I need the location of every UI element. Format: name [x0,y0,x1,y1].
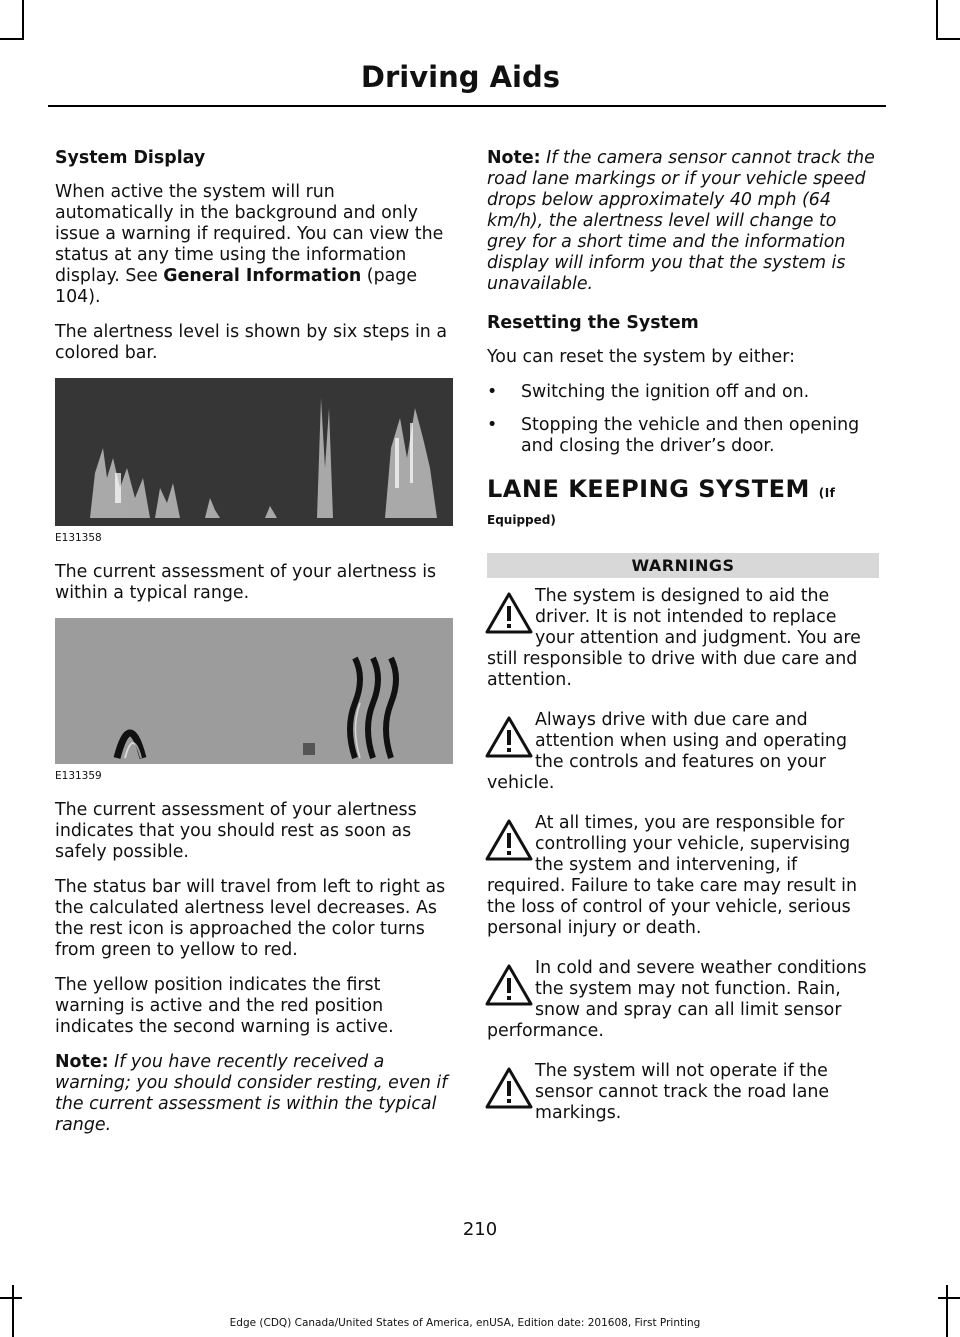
paragraph: The status bar will travel from left to right as the calculated alertness level decreases. As the rest icon is approached the color turns from green to yellow to red. [55,877,446,960]
note-text: If the camera sensor cannot track the road lane markings or if your vehicle speed drops below approximately 40 mph (64 km/h), the alertness level will change to grey for a short time and the information display will inform you that the system is unavailable. [487,148,875,294]
footer-text: Edge (CDQ) Canada/United States of America, enUSA, Edition date: 201608, First Printing [229,1317,701,1329]
warning-text: The system will not operate if the sensor cannot track the road lane markings. [535,1061,830,1123]
warning-item [487,958,879,1042]
rest-illustration [55,618,453,764]
list-item [487,382,879,403]
bullet-icon: • [487,382,498,402]
warning-text: At all times, you are responsible for controlling your vehicle, supervising the system and intervening, if required. Failure to take care may result in the loss of control of your vehicle, serious personal injury or death. [487,813,858,938]
crop-mark [0,38,22,40]
crop-mark [936,0,938,40]
warning-triangle-icon [483,714,535,760]
crop-mark [0,1297,22,1299]
list-item [487,415,879,457]
note-text: If you have recently received a warning; you should consider resting, even if the current assessment is within the typical range. [55,1052,448,1135]
page-number: 210 [462,1219,498,1240]
section-title-text: LANE KEEPING SYSTEM [487,475,810,503]
note [55,1052,455,1136]
cross-reference-link[interactable]: General Information [163,266,362,286]
warning-text: The system is designed to aid the driver. It is not intended to replace your attention and judgment. You are still responsible to drive with due care and attention. [487,586,861,690]
warning-item [487,710,879,794]
section-heading-resetting: Resetting the System [487,313,699,333]
alertness-illustration [55,378,453,526]
section-title-suffix: (If [818,486,836,500]
crop-mark [22,0,24,40]
header-rule [48,105,886,107]
section-title-lane-keeping [487,475,879,503]
paragraph: The current assessment of your alertness is within a typical range. [55,562,437,603]
figure-id: E131358 [55,532,102,544]
crop-mark [12,1285,14,1337]
warning-item [487,813,879,939]
section-heading-system-display: System Display [55,148,206,168]
text: (page 104). [55,266,418,307]
paragraph: You can reset the system by either: [487,347,795,367]
page-title: Driving Aids [360,60,560,94]
crop-mark [938,38,960,40]
paragraph [55,182,455,308]
paragraph: The current assessment of your alertness indicates that you should rest as soon as safely possible. [55,800,417,862]
warning-triangle-icon [483,1065,535,1111]
bullet-icon: • [487,415,498,435]
warnings-header: WARNINGS [487,553,879,578]
warning-triangle-icon [483,590,535,636]
left-column [55,148,455,1150]
note [487,148,879,295]
alertness-display-image-typical [55,378,453,526]
crop-mark [946,1285,948,1337]
list-item-text: Switching the ignition off and on. [521,382,810,402]
right-column [487,148,879,1143]
text: When active the system will run automatically in the background and only issue a warning if required. You can view the status at any time using the information display. See [55,182,444,286]
note-label: Note: [487,148,541,168]
note-label: Note: [55,1052,109,1072]
list-item-text: Stopping the vehicle and then opening and closing the driver’s door. [521,415,860,456]
warning-item [487,586,879,691]
warning-text: In cold and severe weather conditions the system may not function. Rain, snow and spray can all limit sensor performance. [487,958,867,1041]
alertness-display-image-rest [55,618,453,764]
paragraph: The yellow position indicates the first warning is active and the red position indicates the second warning is active. [55,975,394,1037]
warning-triangle-icon [483,817,535,863]
paragraph: The alertness level is shown by six steps in a colored bar. [55,322,448,363]
warning-item [487,1061,879,1124]
crop-mark [938,1297,960,1299]
section-title-sub: Equipped) [487,513,556,527]
warning-triangle-icon [483,962,535,1008]
warning-text: Always drive with due care and attention when using and operating the controls and features on your vehicle. [487,710,847,793]
figure-id: E131359 [55,770,102,782]
